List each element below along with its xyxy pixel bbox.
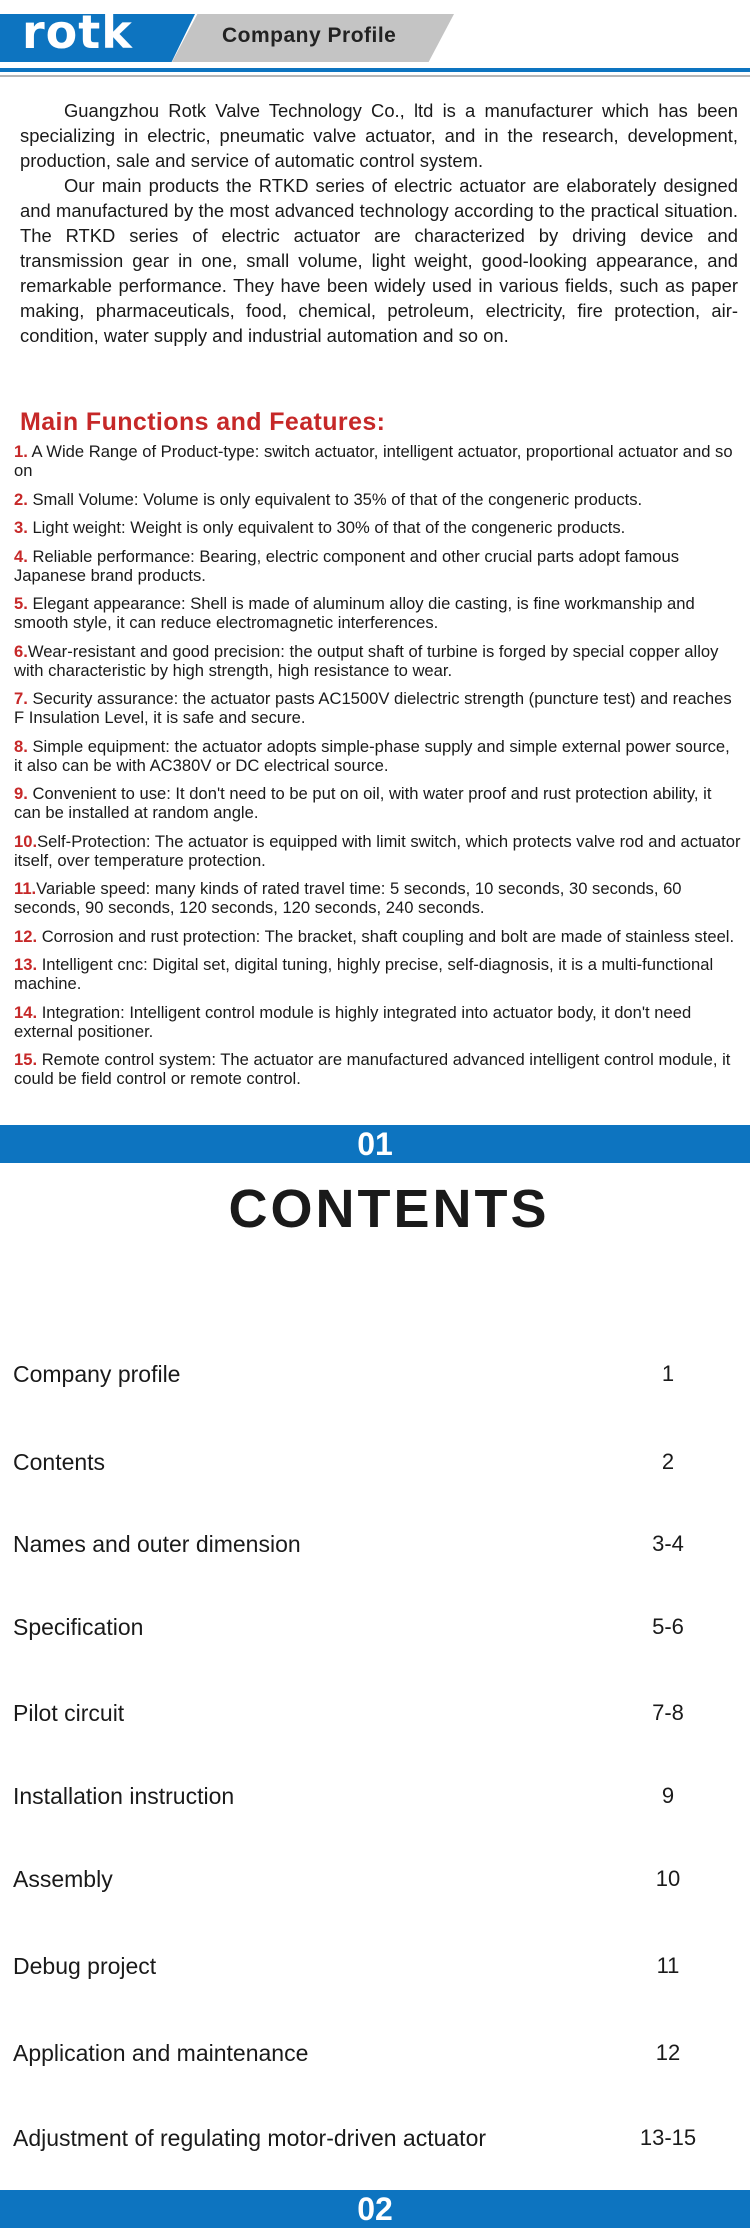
toc-item bbox=[13, 1953, 713, 1983]
toc-label: Specification bbox=[13, 1614, 144, 1640]
toc-label: Adjustment of regulating motor-driven actuator bbox=[13, 2125, 487, 2151]
feature-number: 5. bbox=[14, 594, 28, 613]
page-number-bar: 02 bbox=[0, 2190, 750, 2228]
feature-text: Remote control system: The actuator are manufactured advanced intelligent control module, it could be field control or remote control. bbox=[14, 1050, 731, 1088]
header-rule-blue bbox=[0, 68, 750, 72]
feature-text: Intelligent cnc: Digital set, digital tuning, highly precise, self-diagnosis, it is a multi-functional machine. bbox=[14, 955, 714, 993]
feature-item bbox=[14, 955, 742, 993]
contents-title: CONTENTS bbox=[228, 1179, 550, 1239]
toc-label: Application and maintenance bbox=[13, 2040, 309, 2066]
toc-page-number: 3-4 bbox=[652, 1531, 684, 1556]
rotk-logo: rotk bbox=[22, 5, 133, 59]
feature-item bbox=[14, 490, 742, 509]
feature-number: 1. bbox=[14, 442, 28, 461]
feature-number: 15. bbox=[14, 1050, 38, 1069]
feature-number: 13. bbox=[14, 955, 38, 974]
toc-page-number: 11 bbox=[656, 1953, 680, 1978]
feature-number: 12. bbox=[14, 926, 38, 946]
feature-number: 6. bbox=[14, 641, 28, 661]
feature-item bbox=[14, 737, 742, 775]
intro-paragraph: Our main products the RTKD series of electric actuator are elaborately designed and manufactured by the most advanced technology according to the practical situation. The RTKD series of electric actuator are characterized by driving device and transmission gear in one, small volume, light weight, good-looking appearance, and remarkable performance. They have been widely used in various fields, such as paper making, pharmaceuticals, food, chemical, petroleum, electricity, fire protection, air-condition, water supply and industrial automation and so on. bbox=[20, 175, 738, 346]
feature-text: Small Volume: Volume is only equivalent to 35% of that of the congeneric products. bbox=[27, 489, 643, 509]
feature-number: 14. bbox=[14, 1002, 38, 1022]
feature-text: Corrosion and rust protection: The bracket, shaft coupling and bolt are made of stainless steel. bbox=[37, 926, 735, 946]
toc-item bbox=[13, 1700, 713, 1730]
toc-page-number: 9 bbox=[661, 1783, 675, 1808]
feature-text: Simple equipment: the actuator adopts simple-phase supply and simple external power source, it also can be with AC380V or DC electrical source. bbox=[14, 736, 730, 775]
feature-number: 9. bbox=[14, 784, 28, 803]
toc-item bbox=[13, 1866, 713, 1896]
feature-number: 3. bbox=[14, 518, 28, 537]
feature-text: Elegant appearance: Shell is made of aluminum alloy die casting, is fine workmanship and smooth style, it can reduce electromagnetic interferences. bbox=[14, 594, 695, 632]
header-rule-grey bbox=[0, 75, 750, 77]
features-list bbox=[14, 442, 742, 1098]
feature-number: 10. bbox=[14, 831, 38, 851]
feature-text: Self-Protection: The actuator is equipped with limit switch, which protects valve rod and actuator itself, over temperature protection. bbox=[14, 831, 741, 870]
feature-item bbox=[14, 1003, 742, 1041]
toc-page-number: 10 bbox=[655, 1866, 681, 1891]
toc-label: Company profile bbox=[13, 1361, 181, 1387]
feature-number: 4. bbox=[14, 546, 28, 566]
feature-item bbox=[14, 642, 742, 680]
feature-item bbox=[14, 594, 742, 632]
feature-item bbox=[14, 518, 742, 537]
toc-label: Names and outer dimension bbox=[13, 1531, 301, 1557]
toc-label: Assembly bbox=[13, 1866, 113, 1892]
toc-item bbox=[13, 1783, 713, 1813]
page-number-bar: 01 bbox=[0, 1125, 750, 1163]
toc-item bbox=[13, 2040, 713, 2070]
page-header bbox=[0, 0, 750, 75]
feature-item bbox=[14, 689, 742, 727]
toc-item bbox=[13, 2125, 713, 2155]
toc-page-number: 7-8 bbox=[652, 1700, 684, 1725]
feature-text: A Wide Range of Product-type: switch actuator, intelligent actuator, proportional actuator and so on bbox=[14, 442, 733, 480]
feature-item bbox=[14, 832, 742, 870]
section-title: Company Profile bbox=[222, 24, 397, 47]
feature-text: Reliable performance: Bearing, electric component and other crucial parts adopt famous Japanese brand products. bbox=[14, 546, 680, 585]
toc-page-number: 1 bbox=[661, 1361, 675, 1386]
toc-page-number: 12 bbox=[655, 2040, 681, 2065]
features-heading: Main Functions and Features: bbox=[20, 408, 386, 436]
toc-label: Pilot circuit bbox=[13, 1700, 125, 1726]
toc-page-number: 13-15 bbox=[639, 2125, 697, 2150]
toc-page-number: 2 bbox=[661, 1449, 675, 1474]
feature-item bbox=[14, 927, 742, 946]
toc-label: Debug project bbox=[13, 1953, 157, 1979]
feature-text: Integration: Intelligent control module is highly integrated into actuator body, it don't need external positioner. bbox=[14, 1002, 692, 1041]
feature-text: Wear-resistant and good precision: the output shaft of turbine is forged by special copper alloy with characteristic by high strength, high resistance to wear. bbox=[14, 641, 719, 680]
feature-text: Light weight: Weight is only equivalent to 30% of that of the congeneric products. bbox=[27, 518, 626, 537]
feature-item bbox=[14, 547, 742, 585]
intro-paragraph: Guangzhou Rotk Valve Technology Co., ltd is a manufacturer which has been specializing in electric, pneumatic valve actuator, and in the research, development, production, sale and service of automatic control system. bbox=[20, 100, 738, 171]
feature-number: 8. bbox=[14, 736, 28, 756]
feature-item bbox=[14, 442, 742, 480]
toc-page-number: 5-6 bbox=[652, 1614, 684, 1639]
feature-number: 11. bbox=[14, 879, 37, 898]
feature-item bbox=[14, 784, 742, 822]
feature-item bbox=[14, 1050, 742, 1088]
toc-label: Installation instruction bbox=[13, 1783, 235, 1809]
toc-label: Contents bbox=[13, 1449, 106, 1475]
toc-item bbox=[13, 1449, 713, 1479]
feature-text: Security assurance: the actuator pasts AC1500V dielectric strength (puncture test) and reaches F Insulation Level, it is safe and secure. bbox=[14, 689, 732, 727]
feature-number: 7. bbox=[14, 689, 28, 708]
toc-item bbox=[13, 1614, 713, 1644]
toc-item bbox=[13, 1531, 713, 1561]
feature-text: Variable speed: many kinds of rated travel time: 5 seconds, 10 seconds, 30 seconds, 60 seconds, 90 seconds, 120 seconds, 120 seconds, 240 seconds. bbox=[14, 879, 682, 917]
feature-number: 2. bbox=[14, 489, 28, 509]
feature-item bbox=[14, 879, 742, 917]
toc-item bbox=[13, 1361, 713, 1391]
feature-text: Convenient to use: It don't need to be put on oil, with water proof and rust protection ability, it can be installed at random angle. bbox=[14, 784, 712, 822]
company-intro bbox=[20, 98, 738, 348]
